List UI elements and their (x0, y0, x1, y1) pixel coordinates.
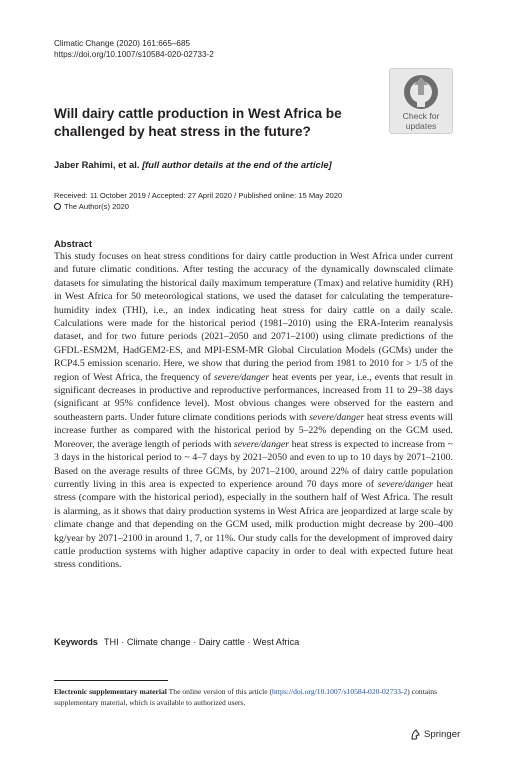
author-names[interactable]: Jaber Rahimi, et al. (54, 159, 140, 170)
journal-doi[interactable]: https://doi.org/10.1007/s10584-020-02733-2 (54, 50, 214, 59)
abstract-emphasis-3: severe/danger (233, 438, 290, 450)
abstract-text-3: heat stress events will increase further as compared with the historical period by 5–22% depending on the GCM used. Moreover, the average length of periods with (54, 411, 454, 450)
author-note: [full author details at the end of the article] (142, 159, 332, 170)
journal-citation: Climatic Change (2020) 161:665–685 (54, 39, 191, 48)
keywords (54, 637, 299, 647)
copyright-line (54, 201, 342, 212)
article-dates (54, 190, 342, 212)
open-access-icon (54, 203, 61, 210)
check-updates-line1: Check for (402, 111, 440, 121)
copyright-text: The Author(s) 2020 (64, 202, 130, 211)
abstract-text-1: This study focuses on heat stress conditions for dairy cattle production in West Africa under current and future climatic conditions. After testing the accuracy of the dynamically downscaled climate datasets for simulating the historical daily maximum temperature (Tmax) and relative humidity (RH) in West Africa for 50 meteorological stations, we used the dataset for calculating the temperature-humidity index (THI), i.e., an index indicating heat stress for dairy cattle on a daily scale. Calculations were made for the historical period (1981–2010) using the ERA-Interim reanalysis dataset, and for two future periods (2021–2050 and 2071–2100) using climate predictions of the GFDL-ESM2M, HadGEM2-ES, and MPI-ESM-MR Global Circulation Models (GCMs) under the RCP4.5 emission scenario. Here, we show that during the period from 1981 to 2010 for > 1/5 of the region of West Africa, the frequency of (54, 251, 453, 383)
abstract-emphasis-2: severe/danger (309, 411, 365, 423)
article-title: Will dairy cattle production in West Africa be challenged by heat stress in the future? (54, 106, 342, 139)
abstract-body (54, 250, 453, 572)
supplementary-footnote (54, 686, 453, 708)
publisher-logo (410, 729, 460, 740)
abstract-text-4: heat stress is expected to increase from ~ 3 days in the historical period to ~ 4–7 days by 2021–2050 and even to up to 10 days by 2071–2100. Based on the average results of three GCMs, by 2071–2100, around 22% of dairy cattle population currently living in this area is expected to experience around 70 days more of (54, 438, 453, 490)
abstract-heading: Abstract (54, 238, 93, 249)
abstract-text-5: heat stress (compare with the historical period), especially in the southern half of West Africa. The result is alarming, as it shows that dairy production systems in West Africa are jeopardized at large scale by climate change and that depending on the GCM used, milk production might decrease by 200–400 kg/year by 2071–2100 in around 1, 7, or 11%. Our study calls for the development of improved dairy cattle production systems with higher adaptive capacity in order to deal with expected future heat stress conditions. (54, 478, 453, 571)
abstract-text-2: heat events per year, i.e., events that result in significant decreases in productive and reproductive performances, increased from 11 to 29–38 days (significant at 95% confidence level). Most obvious changes were observed for the eastern and southeastern parts. Under future climate conditions periods with (54, 371, 453, 423)
supplementary-link[interactable]: https://doi.org/10.1007/s10584-020-02733-2 (272, 687, 408, 696)
dates-line: Received: 11 October 2019 / Accepted: 27 April 2020 / Published online: 15 May 2020 (54, 191, 343, 200)
publisher-name: Springer (424, 729, 461, 740)
check-for-updates-button[interactable] (389, 68, 453, 134)
keywords-list: THI · Climate change · Dairy cattle · West Africa (103, 637, 300, 647)
springer-horse-icon (410, 729, 421, 740)
check-updates-icon (402, 73, 440, 111)
check-updates-line2: updates (405, 121, 437, 131)
footnote-divider (54, 680, 168, 681)
footnote-text-2: ) contains supplementary material, which is available to authorized users. (54, 687, 438, 707)
keywords-label: Keywords (54, 637, 98, 647)
journal-header (54, 38, 214, 60)
footnote-text-1: The online version of this article ( (166, 687, 272, 696)
author-line (54, 159, 332, 170)
footnote-label: Electronic supplementary material (54, 687, 167, 696)
abstract-emphasis-1: severe/danger (214, 371, 270, 383)
abstract-emphasis-4: severe/danger (377, 478, 433, 490)
